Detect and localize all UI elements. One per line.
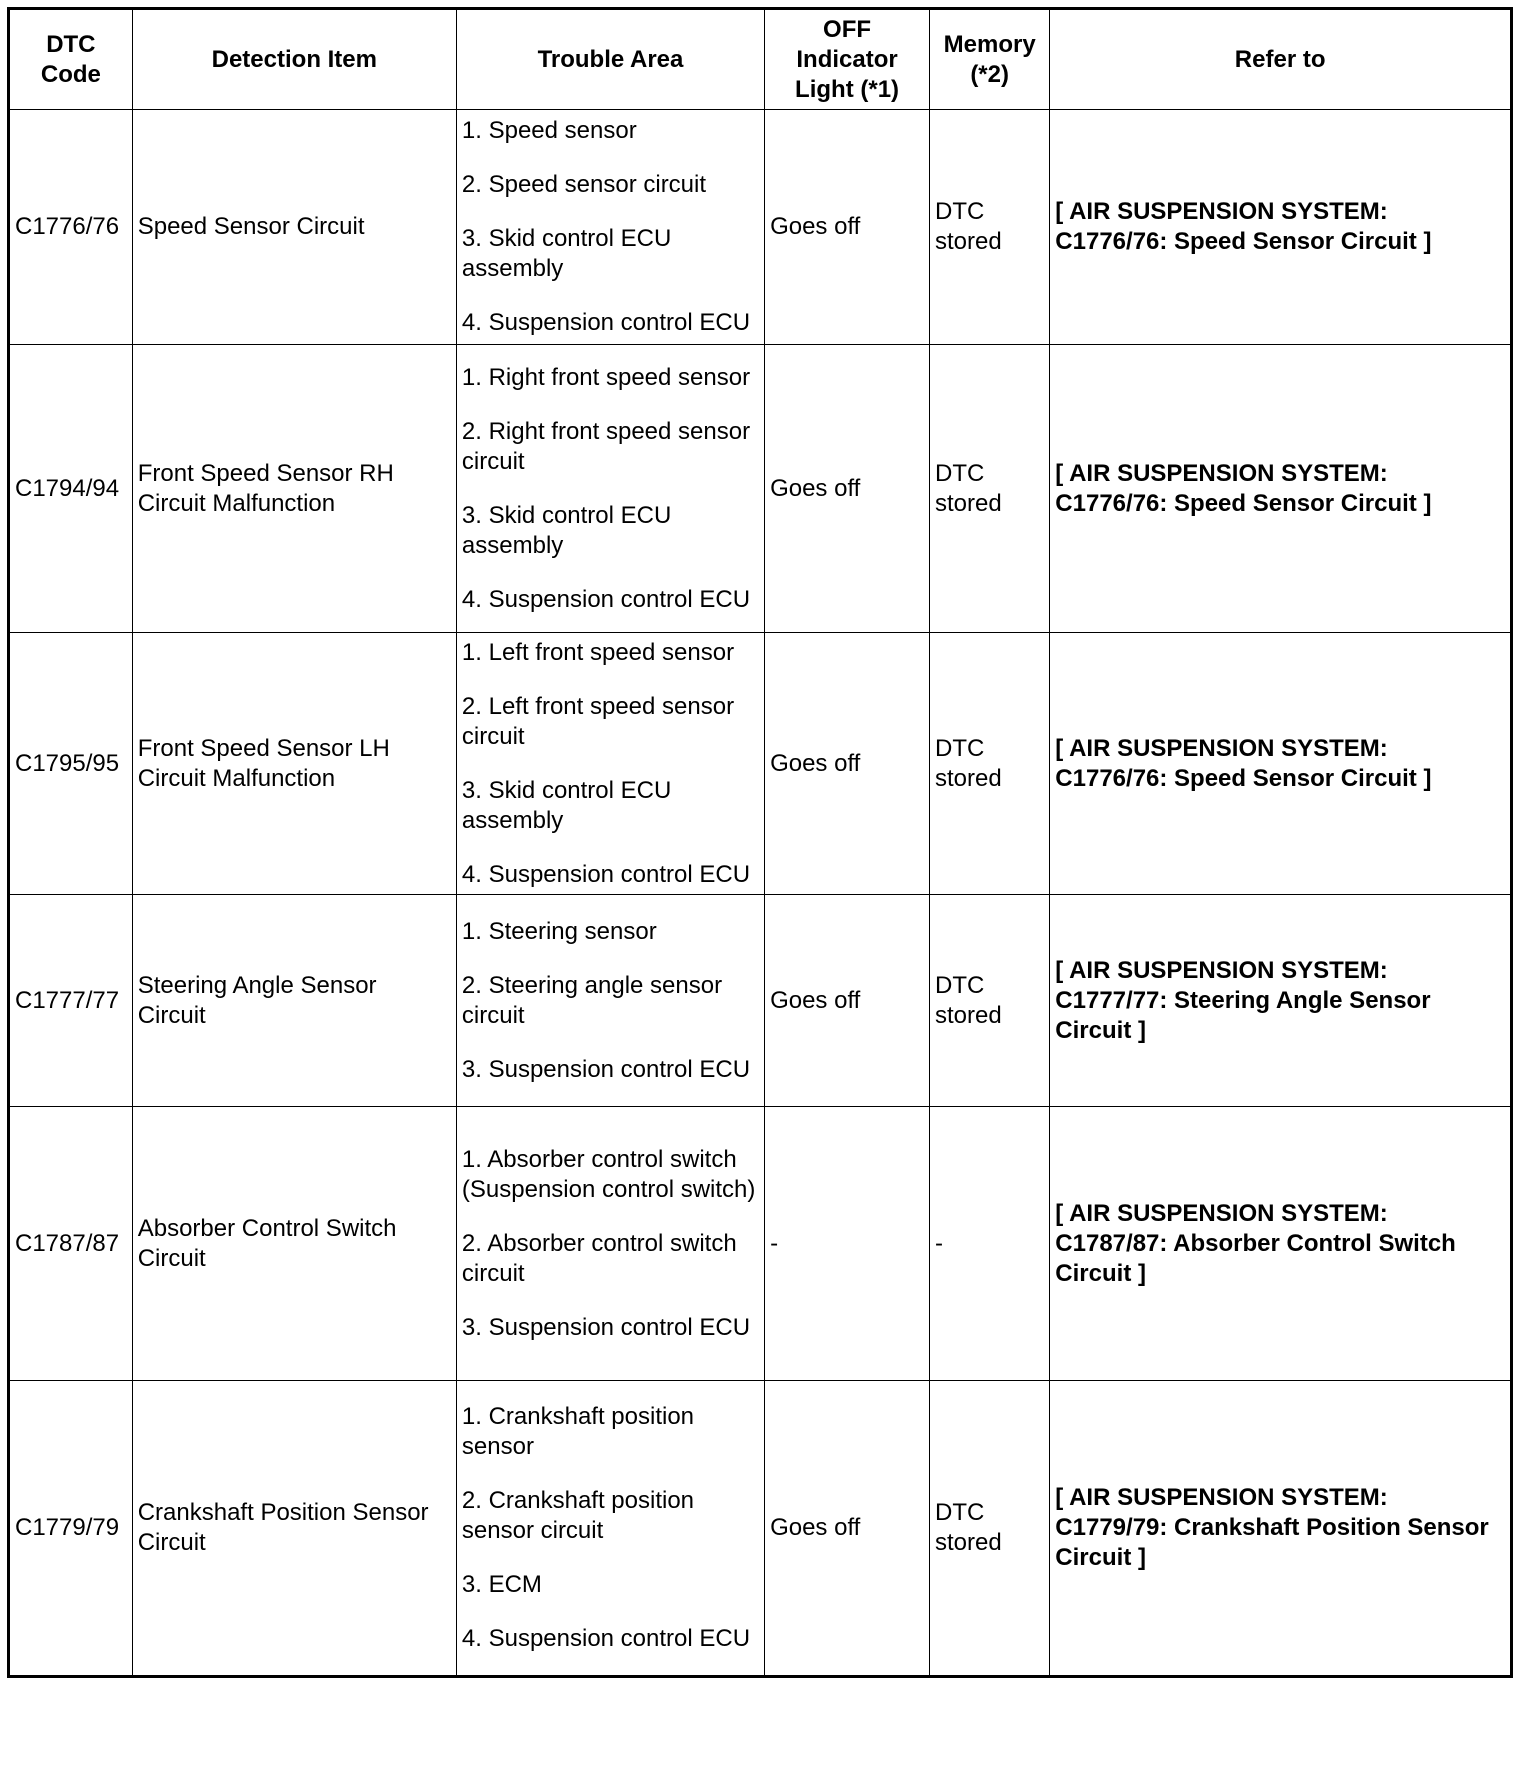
trouble-area-cell <box>456 1107 764 1381</box>
refer-to-line: C1779/79: Crankshaft Position Sensor Circuit ] <box>1055 1514 1489 1571</box>
header-memory-line-2: (*2) <box>970 60 1009 88</box>
trouble-area-item: 3. Suspension control ECU <box>461 1055 751 1083</box>
dtc-code-cell: C1787/87 <box>9 1107 133 1381</box>
memory-cell: DTC stored <box>930 345 1050 633</box>
header-off-indicator <box>765 9 930 110</box>
trouble-area-item: 4. Suspension control ECU <box>461 585 751 613</box>
refer-to-link[interactable] <box>1050 633 1512 895</box>
header-off-line-3: Light (*1) <box>795 75 900 103</box>
refer-to-line: [ AIR SUSPENSION SYSTEM: <box>1055 459 1388 487</box>
refer-to-line: [ AIR SUSPENSION SYSTEM: <box>1055 1199 1388 1227</box>
header-row <box>9 9 1512 110</box>
trouble-area-list <box>462 917 759 1085</box>
off-indicator-cell: - <box>765 1107 930 1381</box>
detection-item-cell: Steering Angle Sensor Circuit <box>132 895 456 1107</box>
header-memory-line-1: Memory <box>943 30 1036 58</box>
detection-item-cell: Crankshaft Position Sensor Circuit <box>132 1381 456 1677</box>
detection-item-cell: Absorber Control Switch Circuit <box>132 1107 456 1381</box>
memory-cell: DTC stored <box>930 1381 1050 1677</box>
trouble-area-cell <box>456 345 764 633</box>
refer-to-link[interactable] <box>1050 1381 1512 1677</box>
off-indicator-cell: Goes off <box>765 1381 930 1677</box>
refer-to-line: C1787/87: Absorber Control Switch Circuit ] <box>1055 1229 1456 1287</box>
refer-to-link[interactable] <box>1050 110 1512 345</box>
trouble-area-item: 3. Skid control ECU assembly <box>461 776 672 834</box>
trouble-area-cell <box>456 895 764 1107</box>
header-dtc-code <box>9 9 133 110</box>
off-indicator-cell: Goes off <box>765 345 930 633</box>
memory-cell: DTC stored <box>930 110 1050 345</box>
table-row <box>9 345 1512 633</box>
refer-to-line: C1777/77: Steering Angle Sensor Circuit ] <box>1055 986 1431 1044</box>
trouble-area-item: 4. Suspension control ECU <box>461 309 751 336</box>
trouble-area-item: 2. Absorber control switch circuit <box>461 1229 737 1287</box>
trouble-area-list <box>462 638 759 890</box>
trouble-area-item: 4. Suspension control ECU <box>461 1625 751 1652</box>
dtc-code-cell: C1795/95 <box>9 633 133 895</box>
table-row <box>9 895 1512 1107</box>
header-trouble-area: Trouble Area <box>456 9 764 110</box>
detection-item-cell: Front Speed Sensor LH Circuit Malfunction <box>132 633 456 895</box>
dtc-code-cell: C1779/79 <box>9 1381 133 1677</box>
detection-item-cell: Speed Sensor Circuit <box>132 110 456 345</box>
trouble-area-item: 2. Speed sensor circuit <box>461 171 707 198</box>
trouble-area-item: 1. Steering sensor <box>461 917 657 945</box>
trouble-area-item: 1. Crankshaft position sensor <box>461 1403 695 1460</box>
header-dtc-code-line-2: Code <box>40 60 101 88</box>
trouble-area-list <box>462 116 759 338</box>
header-memory <box>930 9 1050 110</box>
trouble-area-cell <box>456 1381 764 1677</box>
header-refer-to: Refer to <box>1050 9 1512 110</box>
refer-to-link[interactable] <box>1050 895 1512 1107</box>
table-row <box>9 633 1512 895</box>
header-detection-item: Detection Item <box>132 9 456 110</box>
refer-to-line: [ AIR SUSPENSION SYSTEM: <box>1055 198 1388 225</box>
header-dtc-code-line-1: DTC <box>46 30 96 58</box>
trouble-area-item: 2. Steering angle sensor circuit <box>461 971 723 1029</box>
dtc-code-cell: C1794/94 <box>9 345 133 633</box>
trouble-area-list <box>462 1402 759 1654</box>
trouble-area-item: 2. Left front speed sensor circuit <box>461 692 735 750</box>
trouble-area-item: 1. Speed sensor <box>461 117 637 144</box>
refer-to-line: C1776/76: Speed Sensor Circuit ] <box>1055 764 1432 792</box>
table-row <box>9 1107 1512 1381</box>
trouble-area-item: 3. Skid control ECU assembly <box>461 501 672 559</box>
off-indicator-cell: Goes off <box>765 895 930 1107</box>
refer-to-line: [ AIR SUSPENSION SYSTEM: <box>1055 734 1388 762</box>
memory-cell: DTC stored <box>930 633 1050 895</box>
trouble-area-item: 1. Absorber control switch (Suspension control switch) <box>461 1145 756 1203</box>
trouble-area-item: 3. Skid control ECU assembly <box>461 225 672 282</box>
refer-to-link[interactable] <box>1050 345 1512 633</box>
refer-to-link[interactable] <box>1050 1107 1512 1381</box>
detection-item-cell: Front Speed Sensor RH Circuit Malfunction <box>132 345 456 633</box>
trouble-area-item: 2. Crankshaft position sensor circuit <box>461 1487 695 1544</box>
trouble-area-list <box>462 363 759 615</box>
trouble-area-cell <box>456 110 764 345</box>
trouble-area-item: 1. Right front speed sensor <box>461 363 751 391</box>
table-row <box>9 110 1512 345</box>
off-indicator-cell: Goes off <box>765 110 930 345</box>
header-off-line-1: OFF <box>823 15 872 43</box>
dtc-code-cell: C1777/77 <box>9 895 133 1107</box>
table-row <box>9 1381 1512 1677</box>
trouble-area-item: 3. Suspension control ECU <box>461 1313 751 1341</box>
trouble-area-item: 4. Suspension control ECU <box>461 860 751 888</box>
table-body <box>9 110 1512 1677</box>
trouble-area-item: 3. ECM <box>461 1571 542 1598</box>
trouble-area-item: 1. Left front speed sensor <box>461 638 735 666</box>
off-indicator-cell: Goes off <box>765 633 930 895</box>
refer-to-line: [ AIR SUSPENSION SYSTEM: <box>1055 1484 1388 1511</box>
trouble-area-cell <box>456 633 764 895</box>
dtc-table <box>7 7 1513 1678</box>
trouble-area-list <box>462 1145 759 1343</box>
refer-to-line: C1776/76: Speed Sensor Circuit ] <box>1055 228 1432 255</box>
refer-to-line: C1776/76: Speed Sensor Circuit ] <box>1055 489 1432 517</box>
refer-to-line: [ AIR SUSPENSION SYSTEM: <box>1055 956 1388 984</box>
memory-cell: - <box>930 1107 1050 1381</box>
header-off-line-2: Indicator <box>796 45 898 73</box>
trouble-area-item: 2. Right front speed sensor circuit <box>461 417 751 475</box>
dtc-code-cell: C1776/76 <box>9 110 133 345</box>
memory-cell: DTC stored <box>930 895 1050 1107</box>
